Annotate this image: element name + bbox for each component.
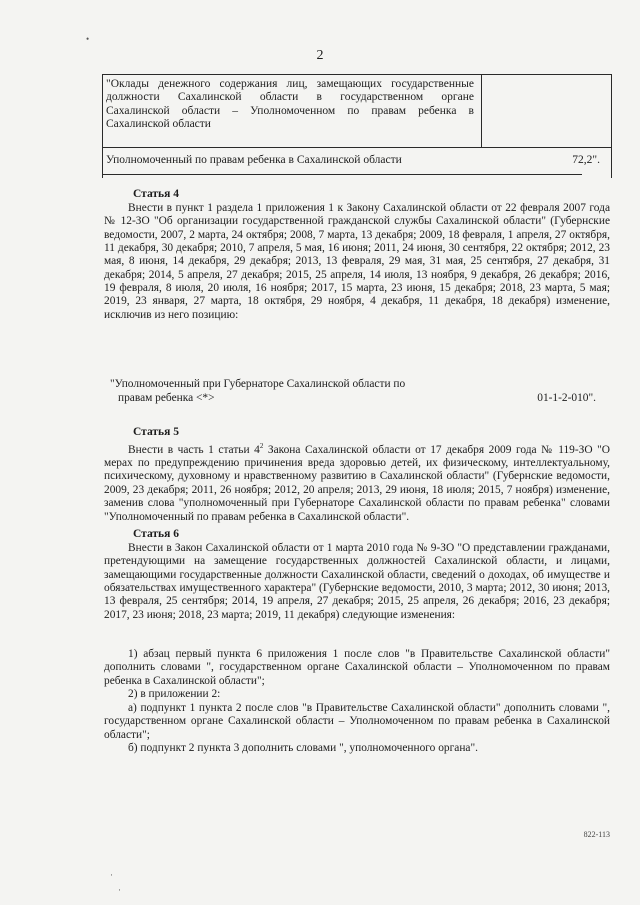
scan-mark: · [118,885,121,895]
article-4-position-line-1: "Уполномоченный при Губернаторе Сахалинской области по [110,378,406,390]
table-row-1-line: Сахалинской области [106,117,211,130]
table-row-1-text [106,78,474,131]
article-4-heading: Статья 4 [133,188,179,200]
table-border-right [611,74,612,178]
table-row-1-line: должности Сахалинской области в государственном органе [106,91,474,104]
article-6-body: Внести в Закон Сахалинской области от 1 марта 2010 года № 9-ЗО "О представлении гражданами, претендующими на замещение государственных должностей Сахалинской области, и лицами, замещающими государственные должности Сахалинской области, сведений о доходах, об имуществе и обязательствах имущественного характера" (Губернские ведомости, 2010, 3 марта; 2012, 30 июня; 2013, 13 февраля, 25 сентября; 2014, 19 апреля, 27 декабря; 2015, 25 апреля, 26 декабря; 2016, 23 декабря; 2017, 23 июня; 2018, 23 марта; 2019, 11 декабря) следующие изменения: [104,542,610,621]
article-6-heading: Статья 6 [133,528,179,540]
table-border-bottom [102,174,582,175]
table-row-1-line: "Оклады денежного содержания лиц, замещающих государственные [106,78,474,90]
footer-code: 822-113 [583,830,610,839]
article-5-body-rest: Закона Сахалинской области от 17 декабря 2009 года № 119-ЗО "О мерах по предупреждению причинения вреда здоровью детей, их физическому, интеллектуальному, психическому, духовному и нравственному развитию в Сахалинской области" (Губернские ведомости, 2009, 23 декабря; 2011, 26 ноября; 2012, 20 апреля; 2013, 29 июня, 18 июля; 2015, 7 ноября) изменение, заменив слова "уполномоченный при Губернаторе Сахалинской области по правам ребенка" словами "Уполномоченный по правам ребенка в Сахалинской области". [104,443,610,523]
scan-mark: · [110,870,113,880]
article-4-body: Внести в пункт 1 раздела 1 приложения 1 к Закону Сахалинской области от 22 февраля 2007 года № 12-ЗО "Об организации государственной гражданской службы Сахалинской области" (Губернские ведомости, 2007, 2 марта, 24 октября; 2008, 7 марта, 13 декабря; 2009, 18 февраля, 1 апреля, 27 октября, 11 декабря, 30 декабря; 2010, 7 апреля, 5 мая, 16 июня; 2011, 24 июня, 30 сентября, 22 октября; 2012, 23 мая, 8 июня, 14 декабря, 29 декабря; 2013, 13 февраля, 29 мая, 31 мая, 25 сентября, 27 декабря, 31 декабря; 2014, 5 апреля, 27 декабря; 2015, 25 апреля, 14 июля, 13 ноября, 9 декабря, 26 декабря; 2016, 19 февраля, 8 июля, 20 июля, 16 ноября; 2017, 15 марта, 23 июня, 15 декабря; 2018, 23 марта, 5 мая; 2019, 23 января, 27 марта, 18 октября, 29 ноября, 4 декабря, 11 декабря, 18 декабря) изменение, исключив из него позицию: [104,202,610,321]
article-5-superscript: 2 [259,442,264,450]
article-4-position-code: 01-1-2-010". [537,392,596,404]
table-row-1-line: Сахалинской области – Уполномоченном по правам ребенка в [106,104,474,117]
article-6-item-2a: а) подпункт 1 пункта 2 после слов "в Правительстве Сахалинской области" дополнить словами ", государственном органе Сахалинской области – Уполномоченном по правам ребенка в Сахалинской области"; [104,702,610,741]
article-6-item-1: 1) абзац первый пункта 6 приложения 1 после слов "в Правительстве Сахалинской области" дополнить словами ", государственном органе Сахалинской области – Уполномоченном по правам ребенка в Сахалинской области"; [104,648,610,687]
table-row-2-label: Уполномоченный по правам ребенка в Сахалинской области [106,154,402,166]
table-border-top [102,74,612,75]
article-4-position-line-2: правам ребенка <*> [118,392,215,404]
article-5-heading: Статья 5 [133,426,179,438]
page-number: 2 [316,48,324,63]
table-row-2-value: 72,2". [572,154,600,166]
article-6-item-2: 2) в приложении 2: [128,688,221,700]
salary-table [102,74,612,178]
table-column-divider [481,74,482,147]
table-border-left [102,74,103,178]
article-6-item-2b: б) подпункт 2 пункта 3 дополнить словами ", уполномоченного органа". [128,742,478,754]
scan-mark: • [86,34,90,44]
article-5-body [104,440,610,524]
table-row-divider [102,147,612,148]
article-5-body-start: Внести в часть 1 статьи 4 [128,443,260,456]
